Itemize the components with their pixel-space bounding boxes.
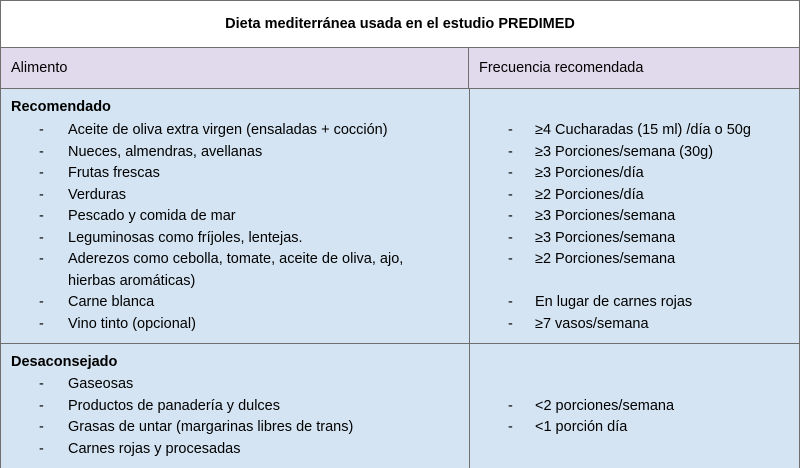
- bullet-dash: -: [39, 397, 44, 414]
- recommended-section: [0, 89, 800, 344]
- discouraged-section: [0, 344, 800, 468]
- column-divider: [469, 344, 470, 468]
- bullet-dash: -: [508, 208, 513, 224]
- frequency-label: <1 porción día: [535, 419, 628, 435]
- bullet-dash: -: [508, 419, 513, 435]
- bullet-dash: -: [508, 165, 513, 181]
- frequency-label: ≥7 vasos/semana: [535, 315, 649, 332]
- bullet-dash: -: [39, 208, 44, 224]
- frequency-label: ≥3 Porciones/semana: [535, 208, 676, 224]
- food-label: Aceite de oliva extra virgen (ensaladas + cocción): [68, 122, 388, 138]
- food-label: Carne blanca: [68, 294, 155, 310]
- food-label: Productos de panadería y dulces: [68, 397, 280, 414]
- food-label: Leguminosas como fríjoles, lentejas.: [68, 229, 303, 246]
- food-label: Frutas frescas: [68, 165, 160, 181]
- bullet-dash: -: [39, 251, 44, 267]
- bullet-dash: -: [508, 315, 513, 332]
- bullet-dash: -: [39, 294, 44, 310]
- food-label: Pescado y comida de mar: [68, 208, 236, 224]
- frequency-label: ≥3 Porciones/semana: [535, 229, 676, 246]
- food-label: Carnes rojas y procesadas: [68, 440, 241, 457]
- header-food: Alimento: [1, 48, 469, 88]
- bullet-dash: -: [508, 229, 513, 246]
- frequency-label: ≥4 Cucharadas (15 ml) /día o 50g: [535, 122, 751, 138]
- frequency-label: En lugar de carnes rojas: [535, 294, 693, 310]
- bullet-dash: -: [39, 440, 44, 457]
- bullet-dash: -: [39, 419, 44, 435]
- bullet-dash: -: [508, 186, 513, 203]
- recommended-title: Recomendado: [11, 99, 111, 115]
- bullet-dash: -: [508, 397, 513, 414]
- bullet-dash: -: [508, 122, 513, 138]
- table-header-row: [0, 48, 800, 89]
- bullet-dash: -: [39, 229, 44, 246]
- discouraged-title: Desaconsejado: [11, 354, 118, 370]
- frequency-label: <2 porciones/semana: [535, 397, 675, 414]
- bullet-dash: -: [508, 251, 513, 267]
- table-title-row: [0, 0, 800, 48]
- bullet-dash: -: [508, 294, 513, 310]
- bullet-dash: -: [39, 122, 44, 138]
- bullet-dash: -: [508, 143, 513, 160]
- frequency-label: ≥2 Porciones/semana: [535, 251, 676, 267]
- frequency-label: ≥3 Porciones/día: [535, 165, 644, 181]
- food-label: Gaseosas: [68, 376, 134, 392]
- food-label: Aderezos como cebolla, tomate, aceite de oliva, ajo,: [68, 251, 404, 267]
- bullet-dash: -: [39, 315, 44, 332]
- frequency-label: ≥3 Porciones/semana (30g): [535, 143, 714, 160]
- bullet-dash: -: [39, 186, 44, 203]
- food-label: hierbas aromáticas): [68, 272, 196, 289]
- food-label: Nueces, almendras, avellanas: [68, 143, 263, 160]
- food-label: Verduras: [68, 186, 127, 203]
- bullet-dash: -: [39, 376, 44, 392]
- bullet-dash: -: [39, 143, 44, 160]
- food-label: Vino tinto (opcional): [68, 315, 196, 332]
- bullet-dash: -: [39, 165, 44, 181]
- food-label: Grasas de untar (margarinas libres de trans): [68, 419, 354, 435]
- column-divider: [469, 89, 470, 343]
- table-title: Dieta mediterránea usada en el estudio PREDIMED: [225, 16, 575, 32]
- frequency-label: ≥2 Porciones/día: [535, 186, 644, 203]
- header-frequency: Frecuencia recomendada: [479, 60, 644, 76]
